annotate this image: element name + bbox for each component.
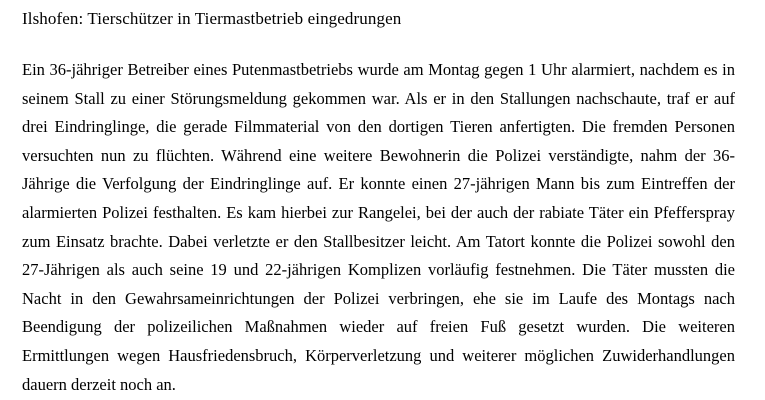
article-headline: Ilshofen: Tierschützer in Tiermastbetrieb eingedrungen (22, 9, 402, 28)
article-body-text: Ein 36-jähriger Betreiber eines Putenmastbetriebs wurde am Montag gegen 1 Uhr alarmiert, nachdem es in seinem Stall zu einer Störungsmeldung gekommen war. Als er in den Stallungen nachschaute, traf er auf drei Eindringlinge, die gerade Filmmaterial von den dortigen Tieren anfertigten. Die fremden Personen versuchten nun zu flüchten. Während eine weitere Bewohnerin die Polizei verständigte, nahm der 36-Jährige die Verfolgung der Eindringlinge auf. Er konnte einen 27-jährigen Mann bis zum Eintreffen der alarmierten Polizei festhalten. Es kam hierbei zur Rangelei, bei der auch der rabiate Täter ein Pfefferspray zum Einsatz brachte. Dabei verletzte er den Stallbesitzer leicht. Am Tatort konnte die Polizei sowohl den 27-Jährigen als auch seine 19 und 22-jährigen Komplizen vorläufig festnehmen. Die Täter mussten die Nacht in den Gewahrsameinrichtungen der Polizei verbringen, ehe sie im Laufe des Montags nach Beendigung der polizeilichen Maßnahmen wieder auf freien Fuß gesetzt wurden. Die weiteren Ermittlungen wegen Hausfriedensbruch, Körperverletzung und weiterer möglichen Zuwiderhandlungen dauern derzeit noch an. (22, 60, 735, 394)
